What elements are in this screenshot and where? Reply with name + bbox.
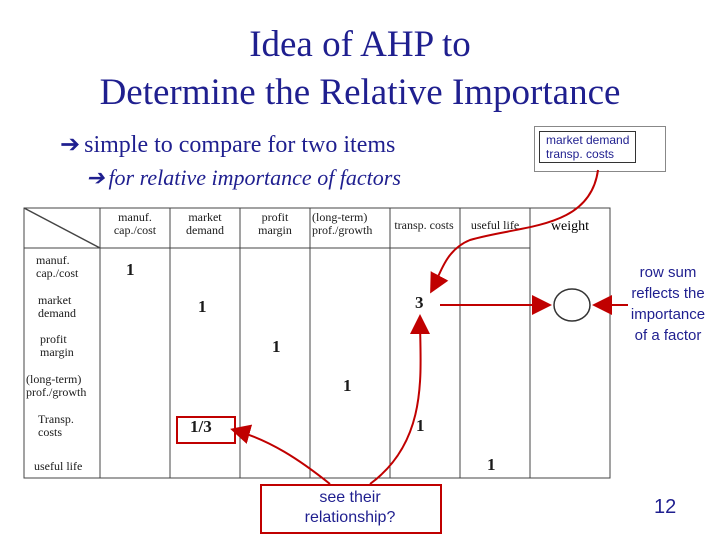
col-header-profit: profit margin	[258, 210, 292, 237]
col-header-transp: transp. costs	[394, 218, 454, 232]
col-header-manuf: manuf. cap./cost	[113, 210, 157, 237]
col-header-growth: (long-term) prof./growth	[312, 210, 373, 237]
legend-transp-costs: transp. costs	[546, 147, 615, 161]
cell-r5-diag: 1	[416, 416, 425, 435]
bullet-2-text: for relative importance of factors	[108, 165, 401, 190]
bullet-1-text: simple to compare for two items	[84, 132, 396, 158]
cell-r6: 1	[487, 455, 496, 474]
row-header-useful: useful life	[34, 459, 83, 473]
col-header-useful: useful life	[470, 218, 520, 232]
col-header-weight: weight	[550, 219, 590, 234]
relationship-to-1-3-arrow	[234, 430, 330, 484]
row-header-profit: profit margin	[40, 332, 74, 359]
cell-r1: 1	[126, 260, 135, 279]
cell-r2-transp: 3	[415, 293, 424, 312]
slide-title-line2: Determine the Relative Importance	[99, 72, 621, 113]
relationship-to-3-arrow	[370, 318, 421, 484]
right-arrow-icon: ➔	[86, 165, 105, 190]
cell-r2-diag: 1	[198, 297, 207, 316]
row-header-manuf: manuf. cap./cost	[36, 253, 79, 280]
cell-r3: 1	[272, 337, 281, 356]
col-header-market: market demand	[186, 210, 224, 237]
cell-r4: 1	[343, 376, 352, 395]
legend-market-demand: market demand	[546, 133, 630, 147]
page-number: 12	[654, 496, 677, 518]
legend-to-cell-arrow	[432, 170, 598, 290]
right-arrow-icon: ➔	[60, 132, 81, 158]
row-header-growth: (long-term) prof./growth	[26, 372, 87, 399]
slide-title-line1: Idea of AHP to	[249, 24, 471, 65]
cell-r5-market: 1/3	[190, 417, 212, 436]
relationship-note: see their relationship?	[304, 489, 396, 526]
row-header-transp: Transp. costs	[38, 412, 74, 439]
row-sum-note: row sum reflects the importance of a factor	[630, 264, 706, 344]
row-header-market: market demand	[38, 293, 76, 320]
weight-circle	[554, 289, 590, 321]
